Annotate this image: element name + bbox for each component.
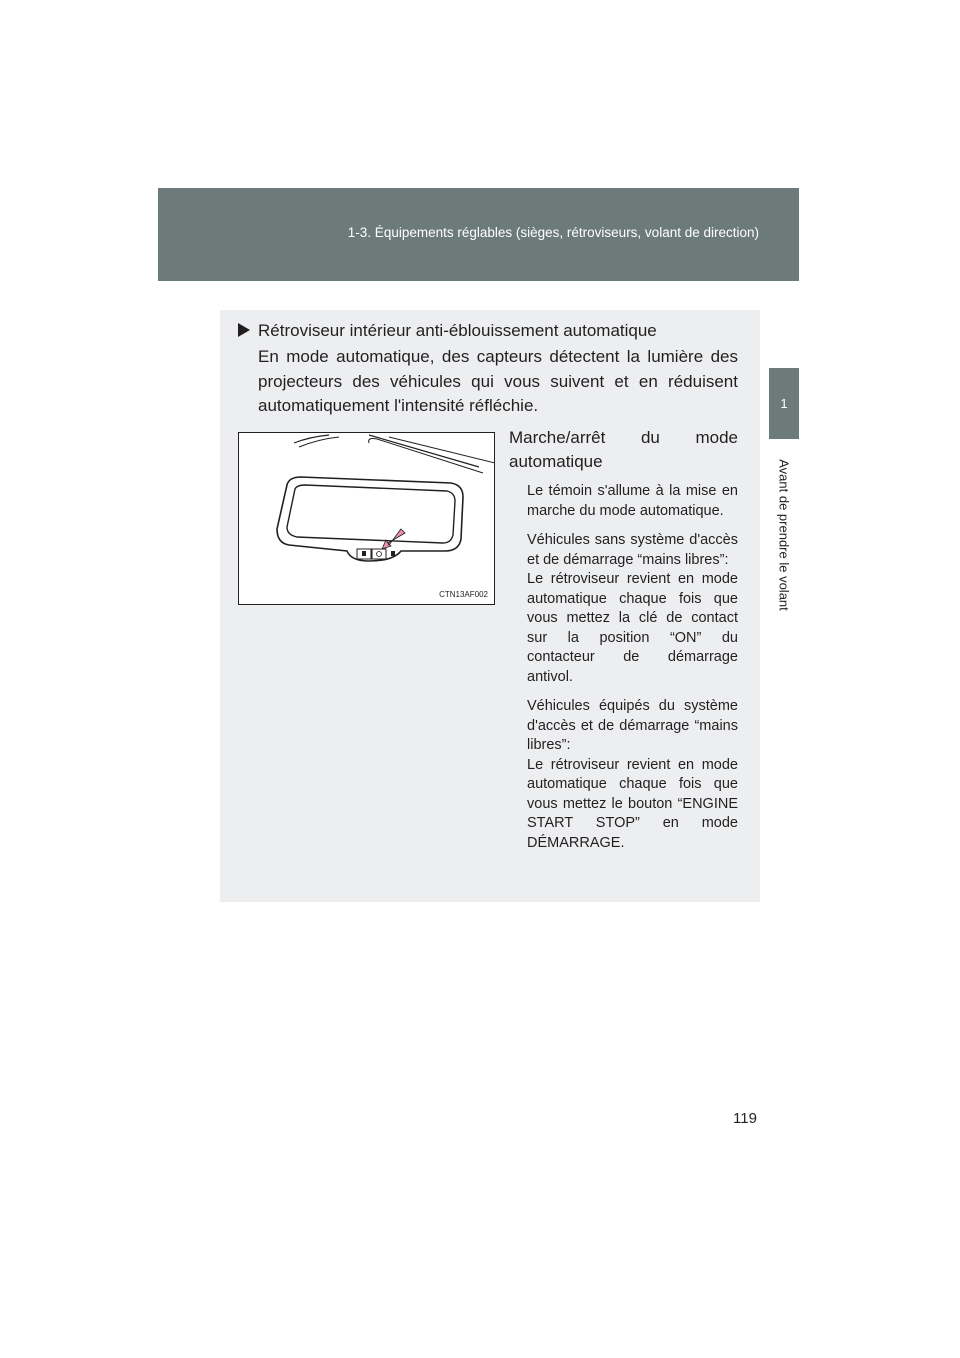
notes [527, 482, 738, 863]
header-title: 1-3. Équipements réglables (sièges, rétroviseurs, volant de direction) [347, 225, 759, 240]
chapter-side-label: Avant de prendre le volant [776, 459, 792, 611]
chapter-number-tab: 1 [769, 368, 799, 439]
note-with-smart-key-heading: Véhicules équipés du système d'accès et de démarrage “mains libres”: [527, 698, 738, 753]
section-intro: En mode automatique, des capteurs détectent la lumière des projecteurs des véhicules qui vous suivent et en réduisent automatiquement l'intensité réfléchie. [258, 347, 738, 415]
chapter-header [158, 188, 799, 281]
rear-view-mirror-icon [239, 433, 495, 605]
note-without-smart-key-body: Le rétroviseur revient en mode automatique chaque fois que vous mettez la clé de contact sur la position “ON” du contacteur de démarrage antivol. [527, 571, 738, 685]
note-with-smart-key [527, 697, 738, 853]
note-with-smart-key-body: Le rétroviseur revient en mode automatique chaque fois que vous mettez le bouton “ENGINE START STOP” en mode DÉMARRAGE. [527, 756, 738, 851]
page-number: 119 [733, 1110, 757, 1127]
subsection-title: Marche/arrêt du mode automatique [509, 428, 738, 471]
triangle-bullet-icon [238, 323, 250, 337]
figure-code: CTN13AF002 [439, 590, 488, 599]
section-title [238, 320, 657, 342]
section-title-text: Rétroviseur intérieur anti-éblouissement automatique [258, 321, 657, 340]
note-without-smart-key [527, 531, 738, 687]
mirror-illustration [238, 432, 495, 605]
note-auto-indicator: Le témoin s'allume à la mise en marche du mode automatique. [527, 483, 738, 519]
note-without-smart-key-heading: Véhicules sans système d'accès et de démarrage “mains libres”: [527, 532, 738, 568]
